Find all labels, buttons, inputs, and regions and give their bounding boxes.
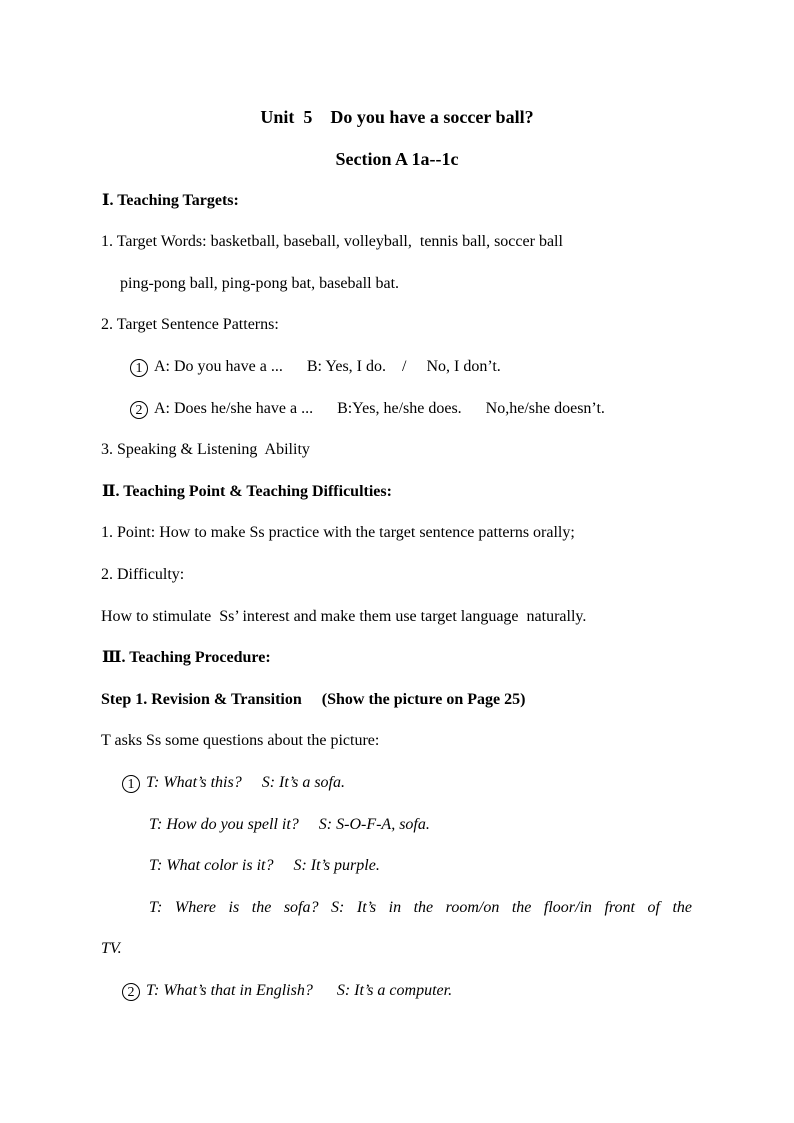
target-sentence-patterns-label: 2. Target Sentence Patterns: xyxy=(101,316,279,333)
circled-number-1: 1 xyxy=(130,359,148,377)
target-words-label: 1. Target Words: xyxy=(101,233,211,250)
step-1-heading: Step 1. Revision & Transition (Show the picture on Page 25) xyxy=(101,691,526,708)
target-words-list: basketball, baseball, volleyball, tennis ball, soccer ball xyxy=(210,233,563,250)
question-1d: T: Where is the sofa? S: It’s in the room/on the floor/in front of the xyxy=(149,899,692,916)
question-1-line xyxy=(122,773,345,793)
question-1c: T: What color is it? S: It’s purple. xyxy=(149,857,380,874)
pattern-2-text: A: Does he/she have a ... B:Yes, he/she does. No,he/she doesn’t. xyxy=(154,400,605,417)
difficulty-label: 2. Difficulty: xyxy=(101,566,185,583)
question-2-text: T: What’s that in English? S: It’s a computer. xyxy=(146,982,453,999)
document-subtitle: Section A 1a--1c xyxy=(335,149,459,169)
step-1-intro: T asks Ss some questions about the picture: xyxy=(101,732,380,749)
pattern-2-line xyxy=(130,399,605,419)
section-heading-teaching-point: Ⅱ. Teaching Point & Teaching Difficulties: xyxy=(102,483,392,500)
section-heading-teaching-targets: Ⅰ. Teaching Targets: xyxy=(102,192,239,209)
target-words-continued: ping-pong ball, ping-pong bat, baseball bat. xyxy=(120,275,400,292)
question-1b: T: How do you spell it? S: S-O-F-A, sofa. xyxy=(149,816,430,833)
pattern-1-text: A: Do you have a ... B: Yes, I do. / No, I don’t. xyxy=(154,358,501,375)
speaking-listening-item: 3. Speaking & Listening Ability xyxy=(101,441,310,458)
target-words-line xyxy=(101,232,563,252)
section-heading-teaching-procedure: Ⅲ. Teaching Procedure: xyxy=(102,649,271,666)
question-1-text: T: What’s this? S: It’s a sofa. xyxy=(146,774,345,791)
teaching-point-item: 1. Point: How to make Ss practice with the target sentence patterns orally; xyxy=(101,524,575,541)
question-2-line xyxy=(122,981,452,1001)
question-1d-continued: TV. xyxy=(101,940,122,957)
circled-number-2: 2 xyxy=(130,401,148,419)
difficulty-detail: How to stimulate Ss’ interest and make them use target language naturally. xyxy=(101,608,587,625)
document-title: Unit 5 Do you have a soccer ball? xyxy=(260,107,534,127)
circled-number-1: 1 xyxy=(122,775,140,793)
pattern-1-line xyxy=(130,357,501,377)
circled-number-2: 2 xyxy=(122,983,140,1001)
